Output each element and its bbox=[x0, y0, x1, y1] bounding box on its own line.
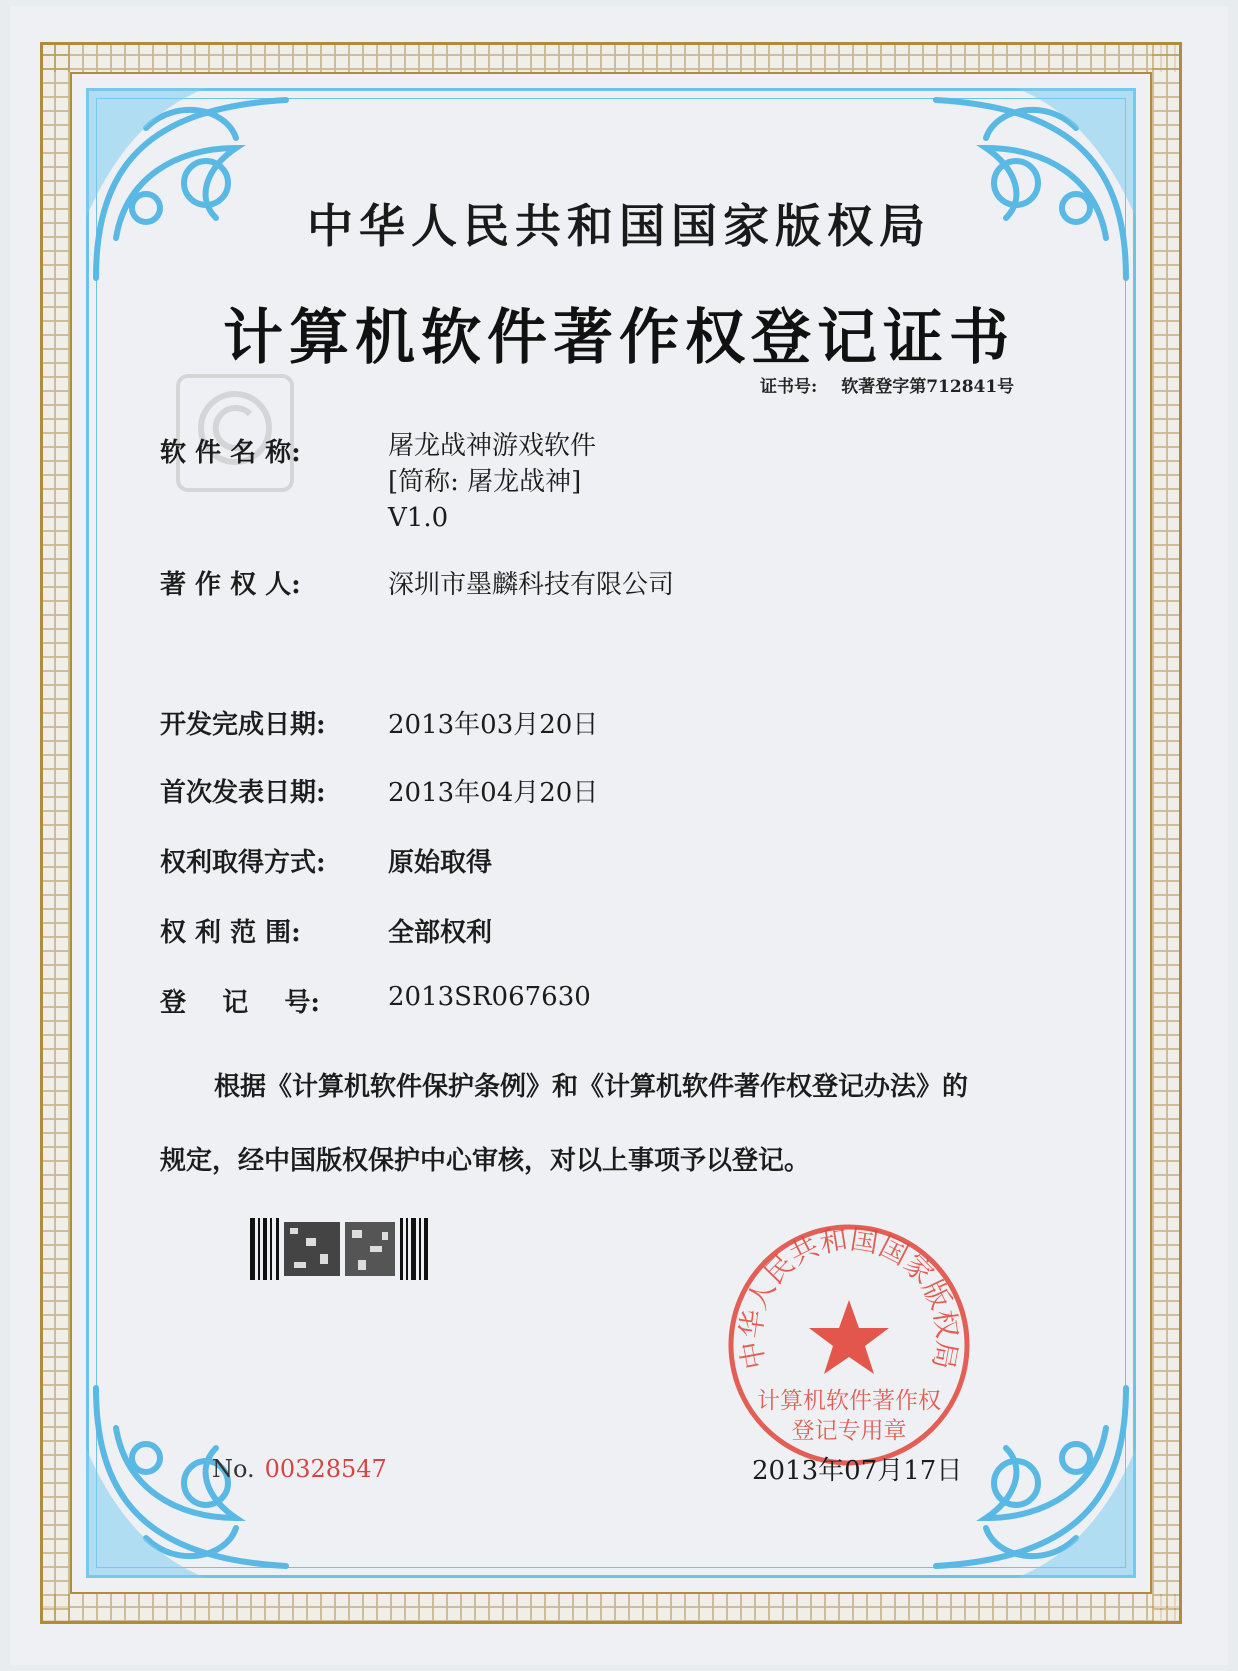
issuing-authority: 中华人民共和国国家版权局 bbox=[307, 199, 931, 253]
field-label: 权 利 范 围: bbox=[160, 918, 301, 948]
field-value: 全部权利 bbox=[388, 918, 493, 948]
field-label: 登 记 号: bbox=[160, 988, 321, 1018]
field-label: 软 件 名 称: bbox=[160, 438, 301, 468]
certificate-number bbox=[760, 372, 1032, 397]
certificate-title: 计算机软件著作权登记证书 bbox=[223, 303, 1015, 373]
statement-line-1: 根据《计算机软件保护条例》和《计算机软件著作权登记办法》的 bbox=[214, 1072, 969, 1102]
seal-outer-text: 中华人民共和国国家版权局 bbox=[734, 1222, 964, 1372]
serial-number-value: 00328547 bbox=[264, 1455, 387, 1483]
serial-number-label: No. bbox=[212, 1455, 255, 1483]
official-seal bbox=[724, 1220, 974, 1470]
issue-date: 2013年07月17日 bbox=[752, 1456, 963, 1486]
field-label: 开发完成日期: bbox=[160, 710, 326, 740]
serial-number bbox=[212, 1455, 387, 1483]
software-name-line: V1.0 bbox=[388, 503, 449, 533]
seal-star-icon bbox=[809, 1300, 889, 1374]
statement-line-2: 规定，经中国版权保护中心审核，对以上事项予以登记。 bbox=[160, 1146, 811, 1176]
software-name-line: 屠龙战神游戏软件 bbox=[388, 431, 597, 461]
corner-ornament-top-left bbox=[86, 88, 316, 288]
corner-ornament-top-right bbox=[906, 88, 1136, 288]
field-value: 2013年03月20日 bbox=[388, 710, 599, 740]
software-name-line: [简称: 屠龙战神] bbox=[388, 467, 582, 497]
field-value: 2013年04月20日 bbox=[388, 778, 599, 808]
certificate-number-value: 软著登字第712841号 bbox=[841, 377, 1015, 397]
barcode-image bbox=[250, 1218, 430, 1280]
field-value: 原始取得 bbox=[388, 848, 493, 878]
seal-inner-line-2: 登记专用章 bbox=[791, 1418, 907, 1444]
field-label: 著 作 权 人: bbox=[160, 570, 301, 600]
field-value: 2013SR067630 bbox=[388, 982, 591, 1012]
field-value: 深圳市墨麟科技有限公司 bbox=[388, 570, 675, 600]
field-value bbox=[388, 428, 596, 536]
seal-inner-line-1: 计算机软件著作权 bbox=[757, 1388, 941, 1414]
field-label: 权利取得方式: bbox=[160, 848, 326, 878]
field-label: 首次发表日期: bbox=[160, 778, 326, 808]
certificate-number-label: 证书号: bbox=[760, 377, 818, 397]
